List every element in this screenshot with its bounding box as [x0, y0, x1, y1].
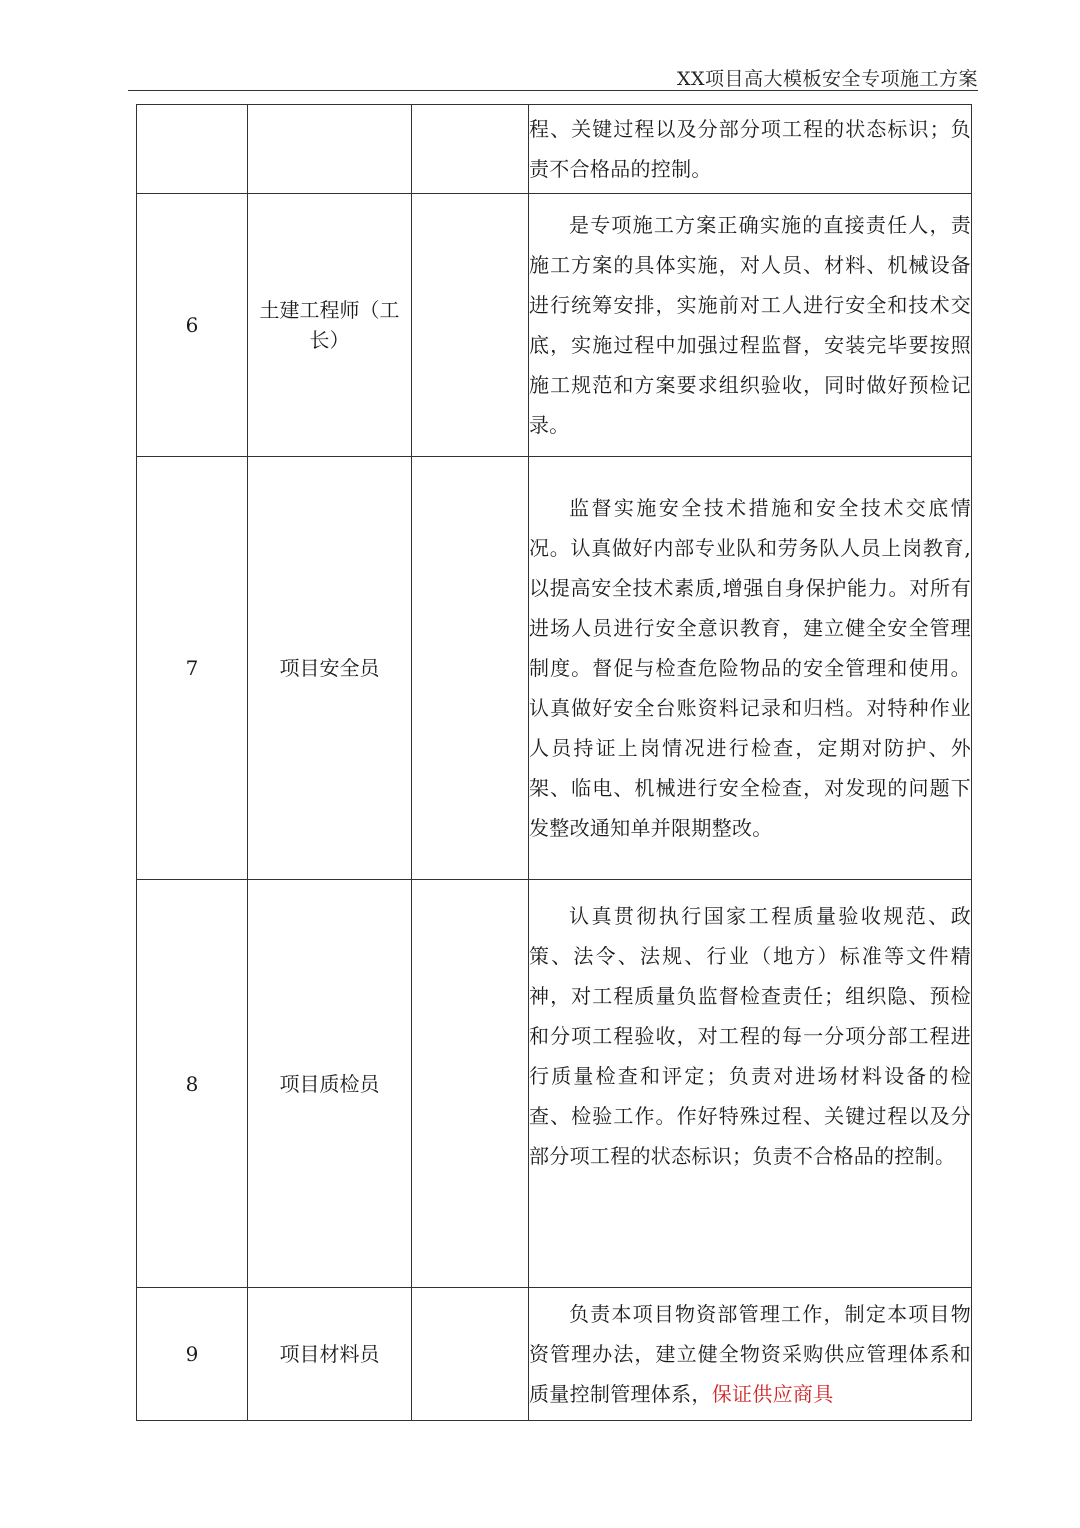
- page-header-title: XX项目高大模板安全专项施工方案: [676, 68, 978, 90]
- table-row: [137, 194, 972, 457]
- row-description-text: 认真贯彻执行国家工程质量验收规范、政策、法令、法规、行业（地方）标准等文件精神，对工程质量负监督检查责任；组织隐、预检和分项工程验收，对工程的每一分项分部工程进行质量检查和评定；负责对进场材料设备的检查、检验工作。作好特殊过程、关键过程以及分部分项工程的状态标识；负责不合格品的控制。: [529, 904, 971, 1168]
- row-blank-cell: [412, 105, 529, 194]
- row-number: 9: [137, 1288, 248, 1421]
- row-blank-cell: [412, 194, 529, 457]
- table-row: [137, 1288, 972, 1421]
- row-description: [529, 880, 972, 1288]
- row-blank-cell: [412, 1288, 529, 1421]
- row-description-text: 程、关键过程以及分部分项工程的状态标识；负责不合格品的控制。: [529, 117, 971, 181]
- row-blank-cell: [412, 880, 529, 1288]
- row-role: 土建工程师（工长）: [248, 194, 412, 457]
- row-description: [529, 105, 972, 194]
- table-row: [137, 880, 972, 1288]
- row-description-text: 监督实施安全技术措施和安全技术交底情况。认真做好内部专业队和劳务队人员上岗教育,以提高安全技术素质,增强自身保护能力。对所有进场人员进行安全意识教育，建立健全安全管理制度。督促与检查危险物品的安全管理和使用。认真做好安全台账资料记录和归档。对特种作业人员持证上岗情况进行检查，定期对防护、外架、临电、机械进行安全检查，对发现的问题下发整改通知单并限期整改。: [529, 496, 971, 840]
- responsibility-table: [136, 104, 972, 1421]
- highlighted-text: 保证供应商具: [711, 1382, 834, 1406]
- row-number: [137, 105, 248, 194]
- row-number: 6: [137, 194, 248, 457]
- table-row: [137, 105, 972, 194]
- row-role: 项目安全员: [248, 457, 412, 880]
- row-description-paragraph: [529, 1294, 971, 1414]
- row-number: 7: [137, 457, 248, 880]
- row-description: [529, 1288, 972, 1421]
- table-row: [137, 457, 972, 880]
- row-blank-cell: [412, 457, 529, 880]
- row-description-text: 是专项施工方案正确实施的直接责任人，责施工方案的具体实施，对人员、材料、机械设备进行统筹安排，实施前对工人进行安全和技术交底，实施过程中加强过程监督，安装完毕要按照施工规范和方案要求组织验收，同时做好预检记录。: [529, 213, 971, 437]
- row-role: 项目材料员: [248, 1288, 412, 1421]
- row-description-text: 负责本项目物资部管理工作，制定本项目物资管理办法，建立健全物资采购供应管理体系和质量控制管理体系，: [529, 1302, 971, 1406]
- row-description: [529, 194, 972, 457]
- header-rule: [128, 90, 978, 91]
- row-number: 8: [137, 880, 248, 1288]
- row-role: 项目质检员: [248, 880, 412, 1288]
- row-description: [529, 457, 972, 880]
- row-role: [248, 105, 412, 194]
